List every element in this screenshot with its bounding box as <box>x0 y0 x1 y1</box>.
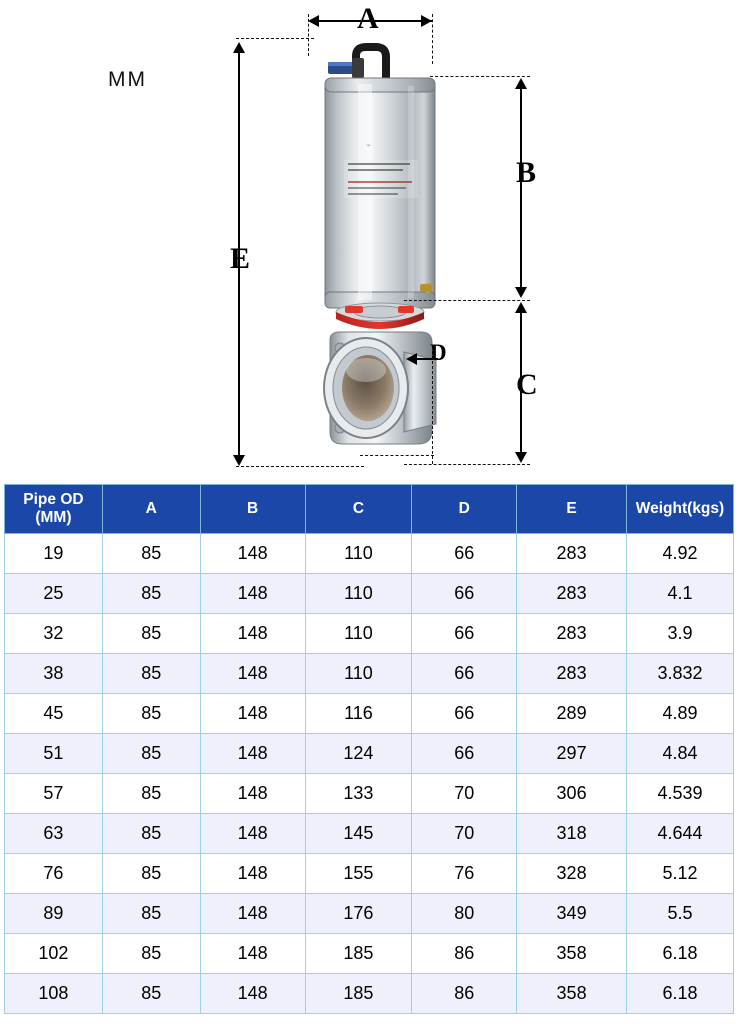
cell-c: 110 <box>305 573 412 613</box>
column-header-weight: Weight(kgs) <box>626 485 733 534</box>
cell-weight: 4.92 <box>626 533 733 573</box>
cell-pipe-od: 108 <box>5 973 103 1013</box>
cell-weight: 4.1 <box>626 573 733 613</box>
cell-b: 148 <box>200 573 305 613</box>
cell-d: 80 <box>412 893 517 933</box>
cell-b: 148 <box>200 733 305 773</box>
ext-line-d-h <box>360 455 434 456</box>
cell-e: 328 <box>517 853 627 893</box>
arrow-d-left <box>406 353 417 365</box>
cell-a: 85 <box>102 573 200 613</box>
cell-c: 116 <box>305 693 412 733</box>
cell-a: 85 <box>102 813 200 853</box>
ext-line-b-bottom <box>404 300 530 301</box>
cell-a: 85 <box>102 613 200 653</box>
table-row <box>5 773 734 813</box>
cell-d: 76 <box>412 853 517 893</box>
cell-a: 85 <box>102 733 200 773</box>
dimension-diagram <box>0 0 738 480</box>
cell-pipe-od: 32 <box>5 613 103 653</box>
table-row <box>5 653 734 693</box>
column-header-b: B <box>200 485 305 534</box>
cell-pipe-od: 25 <box>5 573 103 613</box>
air-fitting-icon <box>328 47 386 80</box>
arrow-e-bottom <box>233 455 245 466</box>
cell-d: 66 <box>412 653 517 693</box>
cell-b: 148 <box>200 813 305 853</box>
ext-line-c-bottom <box>404 464 530 465</box>
table-row <box>5 733 734 773</box>
cell-d: 70 <box>412 773 517 813</box>
valve-body <box>324 332 436 444</box>
arrow-c-top <box>515 302 527 313</box>
cell-a: 85 <box>102 933 200 973</box>
cell-c: 145 <box>305 813 412 853</box>
cell-c: 176 <box>305 893 412 933</box>
ext-line-e-top <box>236 38 314 39</box>
cell-b: 148 <box>200 693 305 733</box>
arrow-a-left <box>308 15 319 27</box>
column-header-pipe-od <box>5 485 103 534</box>
cell-c: 110 <box>305 653 412 693</box>
cell-weight: 5.5 <box>626 893 733 933</box>
cell-a: 85 <box>102 653 200 693</box>
cell-d: 66 <box>412 573 517 613</box>
arrow-c-bottom <box>515 452 527 463</box>
cell-e: 306 <box>517 773 627 813</box>
ext-line-e-bottom <box>236 466 364 467</box>
cell-e: 349 <box>517 893 627 933</box>
cell-a: 85 <box>102 693 200 733</box>
cell-e: 283 <box>517 533 627 573</box>
cell-a: 85 <box>102 773 200 813</box>
cell-e: 318 <box>517 813 627 853</box>
cell-weight: 6.18 <box>626 973 733 1013</box>
cell-weight: 4.84 <box>626 733 733 773</box>
cell-pipe-od: 76 <box>5 853 103 893</box>
cell-pipe-od: 19 <box>5 533 103 573</box>
cell-e: 297 <box>517 733 627 773</box>
cell-c: 155 <box>305 853 412 893</box>
cell-b: 148 <box>200 773 305 813</box>
cell-b: 148 <box>200 973 305 1013</box>
position-indicator <box>336 303 424 329</box>
table-row <box>5 573 734 613</box>
dim-label-b: B <box>516 156 537 189</box>
cell-c: 110 <box>305 533 412 573</box>
arrow-b-top <box>515 78 527 89</box>
cell-pipe-od: 57 <box>5 773 103 813</box>
cell-pipe-od: 51 <box>5 733 103 773</box>
cell-d: 66 <box>412 693 517 733</box>
svg-text:⌁: ⌁ <box>366 140 372 150</box>
cell-b: 148 <box>200 653 305 693</box>
cell-pipe-od: 38 <box>5 653 103 693</box>
cell-e: 358 <box>517 973 627 1013</box>
cell-weight: 5.12 <box>626 853 733 893</box>
cell-pipe-od: 45 <box>5 693 103 733</box>
specification-table <box>4 484 734 1014</box>
cell-a: 85 <box>102 973 200 1013</box>
dim-label-e: E <box>230 242 251 275</box>
arrow-a-right <box>421 15 432 27</box>
cell-d: 86 <box>412 933 517 973</box>
cell-d: 66 <box>412 733 517 773</box>
unit-label: MM <box>108 68 147 91</box>
cell-pipe-od: 102 <box>5 933 103 973</box>
column-header-e: E <box>517 485 627 534</box>
cell-b: 148 <box>200 933 305 973</box>
cell-e: 283 <box>517 573 627 613</box>
dim-label-c: C <box>516 368 538 401</box>
cell-b: 148 <box>200 613 305 653</box>
cell-b: 148 <box>200 853 305 893</box>
cell-e: 358 <box>517 933 627 973</box>
cell-e: 283 <box>517 653 627 693</box>
table-row <box>5 813 734 853</box>
cell-d: 66 <box>412 533 517 573</box>
ext-line-a-right <box>432 14 433 64</box>
cell-a: 85 <box>102 893 200 933</box>
cell-a: 85 <box>102 853 200 893</box>
cell-weight: 3.832 <box>626 653 733 693</box>
cell-pipe-od: 89 <box>5 893 103 933</box>
table-header-row <box>5 485 734 534</box>
cell-weight: 4.89 <box>626 693 733 733</box>
column-header-d: D <box>412 485 517 534</box>
dim-label-d: D <box>430 340 447 365</box>
column-header-pipe-od-line1: Pipe OD <box>23 491 84 508</box>
cell-a: 85 <box>102 533 200 573</box>
dim-label-a: A <box>357 2 379 35</box>
table-row <box>5 613 734 653</box>
cell-weight: 4.644 <box>626 813 733 853</box>
table-row <box>5 853 734 893</box>
column-header-pipe-od-line2: (MM) <box>35 508 72 526</box>
table-row <box>5 933 734 973</box>
cell-c: 124 <box>305 733 412 773</box>
cell-weight: 4.539 <box>626 773 733 813</box>
cell-c: 133 <box>305 773 412 813</box>
column-header-c: C <box>305 485 412 534</box>
arrow-b-bottom <box>515 287 527 298</box>
cell-c: 185 <box>305 973 412 1013</box>
table-body <box>5 533 734 1013</box>
table-row <box>5 693 734 733</box>
cell-weight: 3.9 <box>626 613 733 653</box>
column-header-a: A <box>102 485 200 534</box>
table-row <box>5 533 734 573</box>
cell-weight: 6.18 <box>626 933 733 973</box>
cell-c: 185 <box>305 933 412 973</box>
cell-b: 148 <box>200 533 305 573</box>
cell-pipe-od: 63 <box>5 813 103 853</box>
cell-b: 148 <box>200 893 305 933</box>
cell-e: 289 <box>517 693 627 733</box>
ext-line-b-top <box>430 76 530 77</box>
cell-e: 283 <box>517 613 627 653</box>
cell-d: 66 <box>412 613 517 653</box>
table-row <box>5 893 734 933</box>
cell-d: 70 <box>412 813 517 853</box>
arrow-e-top <box>233 42 245 53</box>
cell-c: 110 <box>305 613 412 653</box>
table-row <box>5 973 734 1013</box>
cell-d: 86 <box>412 973 517 1013</box>
